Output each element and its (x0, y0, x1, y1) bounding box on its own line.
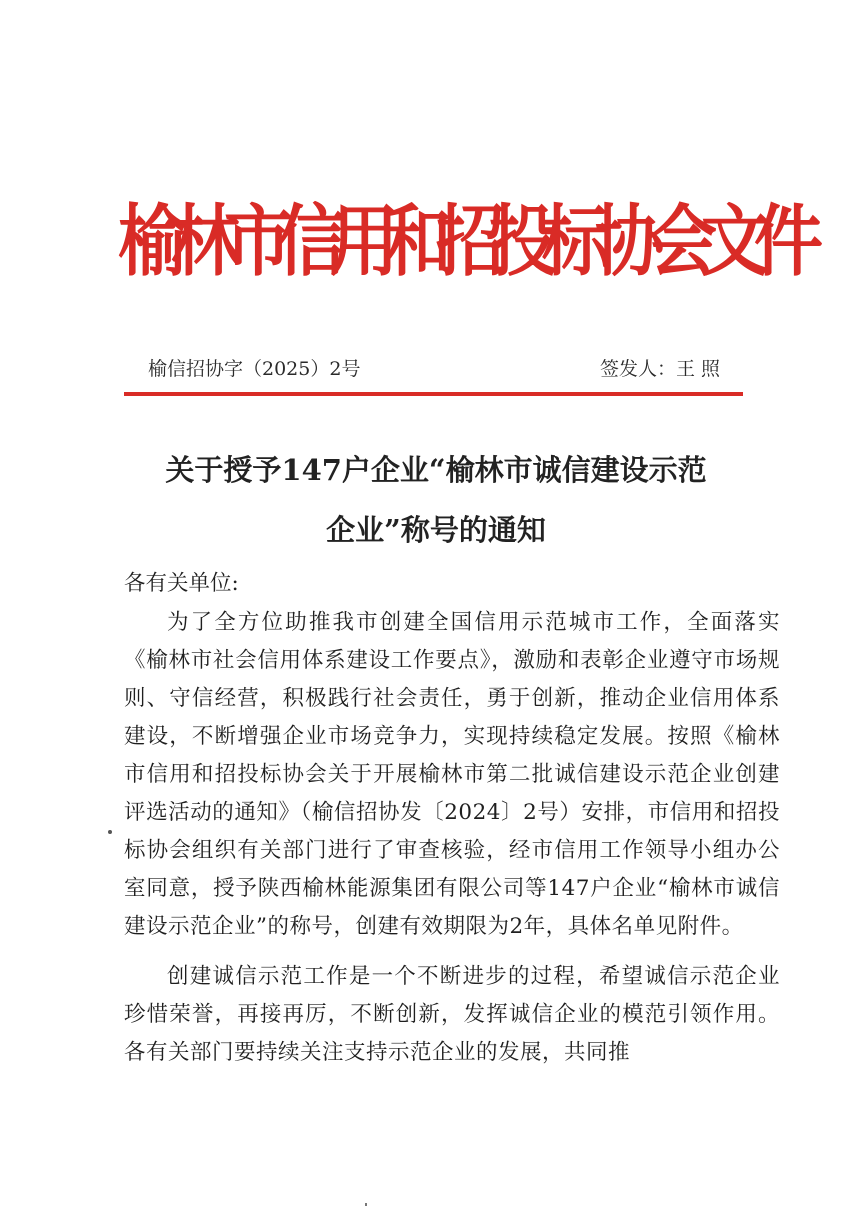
body-paragraph: 为了全方位助推我市创建全国信用示范城市工作，全面落实《榆林市社会信用体系建设工作要点》，激励和表彰企业遵守市场规则、守信经营，积极践行社会责任，勇于创新，推动企业信用体系建设，不断增强企业市场竞争力，实现持续稳定发展。按照《榆林市信用和招投标协会关于开展榆林市第二批诚信建设示范企业创建评选活动的通知》（榆信招协发〔2024〕2号）安排，市信用和招投标协会组织有关部门进行了审查核验，经市信用工作领导小组办公室同意，授予陕西榆林能源集团有限公司等147户企业“榆林市诚信建设示范企业”的称号，创建有效期限为2年，具体名单见附件。 (124, 610, 780, 939)
notice-title-line-2: 企业”称号的通知 (326, 513, 546, 547)
signer-label: 签发人：王 照 (599, 358, 720, 380)
salutation: 各有关单位: (124, 571, 239, 596)
margin-punch-dot (108, 830, 112, 834)
notice-title (112, 440, 760, 560)
document-meta-row (148, 352, 720, 386)
body-paragraph: 创建诚信示范工作是一个不断进步的过程，希望诚信示范企业珍惜荣誉，再接再厉，不断创新，发挥诚信企业的模范引领作用。各有关部门要持续关注支持示范企业的发展，共同推 (124, 964, 780, 1065)
scan-speck (365, 1203, 367, 1206)
notice-body (124, 564, 780, 1072)
notice-title-line-1: 关于授予147户企业“榆林市诚信建设示范 (165, 453, 707, 487)
org-masthead-title: 榆林市信用和招投标协会文件 (118, 197, 807, 287)
red-divider-line (124, 392, 743, 396)
document-number: 榆信招协字（2025）2号 (148, 358, 361, 380)
